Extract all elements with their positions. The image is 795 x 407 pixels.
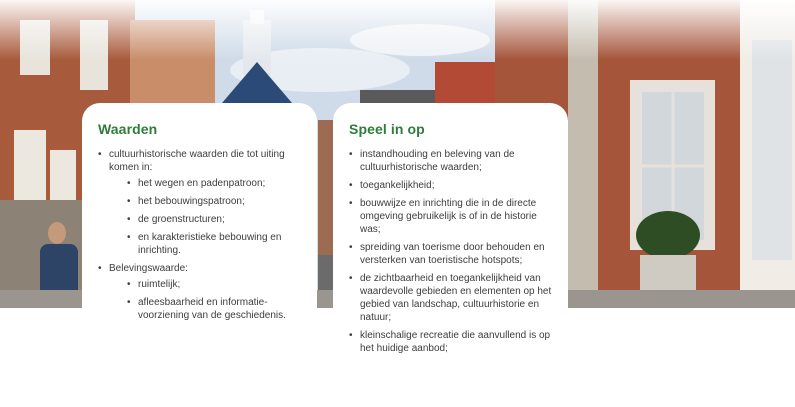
speel-in-op-item: • de zichtbaarheid en toegankelijkheid van waardevolle gebieden en elementen op het gebied van landschap, cultuurhistorie en natuur; (349, 272, 552, 324)
waarden-subitem: • ruimtelijk; (127, 278, 301, 291)
speel-in-op-item: • spreiding van toerisme door behouden en versterken van toeristische hotspots; (349, 241, 552, 267)
speel-in-op-item: • kleinschalige recreatie die aanvullend is op het huidige aanbod; (349, 329, 552, 355)
speel-in-op-title: Speel in op (349, 121, 425, 137)
speel-in-op-item: • bouwwijze en inrichting die in de directe omgeving gebruikelijk is of in de historie was; (349, 197, 552, 236)
waarden-sublist (127, 278, 301, 322)
waarden-sublist (127, 177, 301, 257)
photo-top-fade (0, 0, 795, 60)
waarden-card (82, 103, 317, 343)
waarden-item-text: cultuurhistorische waarden die tot uiting komen in: (109, 149, 285, 173)
waarden-subitem: • de groenstructuren; (127, 213, 301, 226)
waarden-subitem: • en karakteristieke bebouwing en inrichting. (127, 231, 301, 257)
waarden-list (98, 148, 301, 322)
waarden-item (98, 148, 301, 257)
waarden-subitem: • afleesbaarheid en informatie-voorziening van de geschiedenis. (127, 296, 301, 322)
waarden-item-text: Belevingswaarde: (109, 263, 188, 274)
speel-in-op-item: • instandhouding en beleving van de cultuurhistorische waarden; (349, 148, 552, 174)
waarden-title: Waarden (98, 121, 158, 137)
waarden-item (98, 262, 301, 322)
speel-in-op-item: • toegankelijkheid; (349, 179, 552, 192)
waarden-subitem: • het wegen en padenpatroon; (127, 177, 301, 190)
speel-in-op-list (349, 148, 552, 355)
speel-in-op-card (333, 103, 568, 363)
waarden-subitem: • het bebouwingspatroon; (127, 195, 301, 208)
